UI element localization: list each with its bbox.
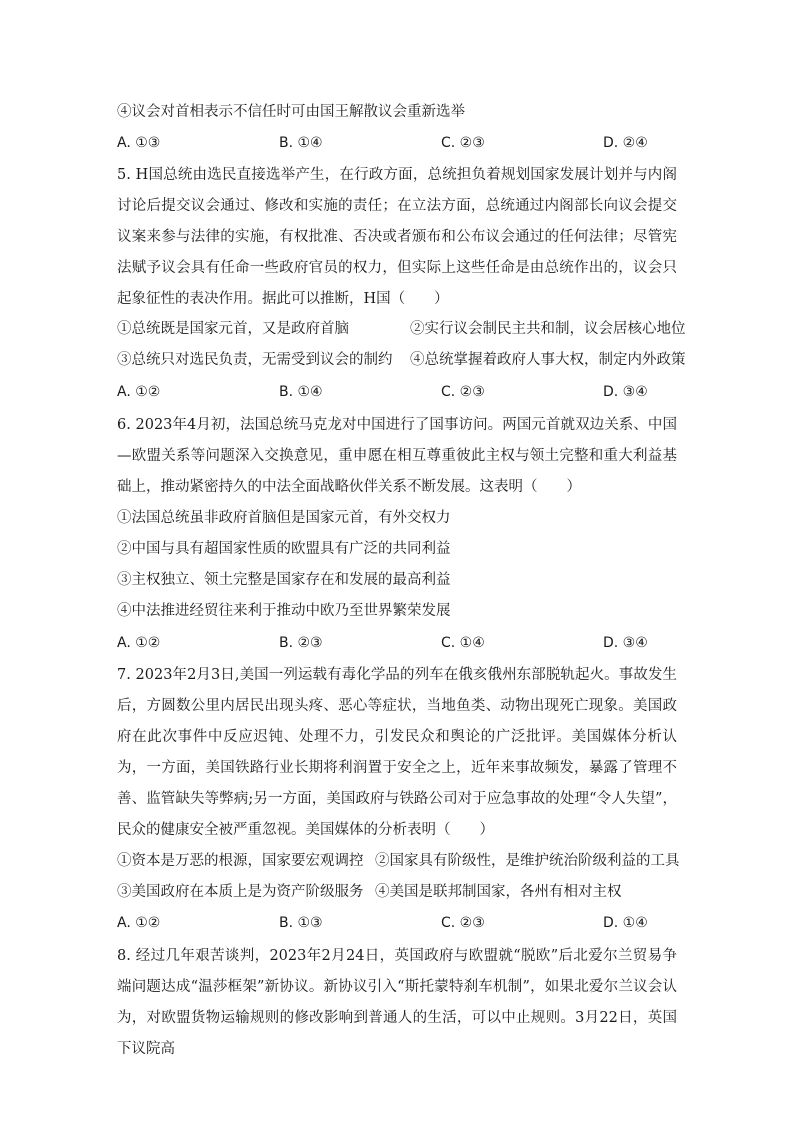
q6-answer-b: B. ②③ <box>279 635 323 651</box>
q7-option-1: ①资本是万恶的根源，国家要宏观调控 <box>117 853 364 869</box>
q5-answer-a: A. ①② <box>117 384 161 400</box>
q7-answer-b: B. ①③ <box>279 915 323 931</box>
q7-option-4: ④美国是联邦制国家，各州有相对主权 <box>375 884 622 900</box>
q5-option-4: ④总统掌握着政府人事大权，制定内外政策 <box>410 352 686 368</box>
q7-option-2: ②国家具有阶级性，是维护统治阶级利益的工具 <box>375 853 680 869</box>
q5-answer-b: B. ①④ <box>279 384 323 400</box>
q6-stem: 6. 2023年4月初，法国总统马克龙对中国进行了国事访问。两国元首就双边关系、中国—欧盟关系等问题深入交换意见，重申愿在相互尊重彼此主权与领土完整和重大利益基础上，推动紧密持久的中法全面战略伙伴关系不断发展。这表明（ ） <box>117 417 677 495</box>
q7-answer-d: D. ①④ <box>603 915 648 931</box>
q6-option-1: ①法国总统虽非政府首脑但是国家元首，有外交权力 <box>117 510 451 526</box>
q7-stem: 7. 2023年2月3日,美国一列运载有毒化学品的列车在俄亥俄州东部脱轨起火。事故发生后，方圆数公里内居民出现头疼、恶心等症状，当地鱼类、动物出现死亡现象。美国政府在此次事件中反应迟钝、处理不力，引发民众和舆论的广泛批评。美国媒体分析认为，一方面，美国铁路行业长期将利润置于安全之上，近年来事故频发，暴露了管理不善、监管缺失等弊病;另一方面，美国政府与铁路公司对于应急事故的处理“令人失望”，民众的健康安全被严重忽视。美国媒体的分析表明（ ） <box>117 667 677 838</box>
q4-answer-b: B. ①④ <box>279 135 323 151</box>
q5-stem: 5. H国总统由选民直接选举产生，在行政方面，总统担负着规划国家发展计划并与内阁讨论后提交议会通过、修改和实施的责任；在立法方面，总统通过内阁部长向议会提交议案来参与法律的实施，有权批准、否决或者颁布和公布议会通过的任何法律；尽管宪法赋予议会具有任命一些政府官员的权力，但实际上这些任命是由总统作出的，议会只起象征性的表决作用。据此可以推断，H国（ ） <box>117 167 677 307</box>
q7-option-3: ③美国政府在本质上是为资产阶级服务 <box>117 884 364 900</box>
q7-answer-c: C. ②③ <box>441 915 485 931</box>
q4-answer-d: D. ②④ <box>603 135 648 151</box>
q4-option-4: ④议会对首相表示不信任时可由国王解散议会重新选举 <box>117 104 465 120</box>
q6-option-2: ②中国与具有超国家性质的欧盟具有广泛的共同利益 <box>117 541 451 557</box>
q6-answer-d: D. ③④ <box>603 635 648 651</box>
q7-answer-a: A. ①② <box>117 915 161 931</box>
q6-option-3: ③主权独立、领土完整是国家存在和发展的最高利益 <box>117 572 451 588</box>
q8-stem: 8. 经过几年艰苦谈判，2023年2月24日，英国政府与欧盟就“脱欧”后北爱尔兰贸易争端问题达成“温莎框架”新协议。新协议引入“斯托蒙特刹车机制”，如果北爱尔兰议会认为，对欧盟货物运输规则的修改影响到普通人的生活，可以中止规则。3月22日，英国下议院高 <box>117 948 677 1057</box>
q5-option-1: ①总统既是国家元首，又是政府首脑 <box>117 321 349 337</box>
q5-answer-d: D. ③④ <box>603 384 648 400</box>
q6-option-4: ④中法推进经贸往来利于推动中欧乃至世界繁荣发展 <box>117 603 451 619</box>
q6-answer-c: C. ①④ <box>441 635 485 651</box>
q6-answer-a: A. ①② <box>117 635 161 651</box>
q5-option-3: ③总统只对选民负责，无需受到议会的制约 <box>117 352 393 368</box>
q5-option-2: ②实行议会制民主共和制，议会居核心地位 <box>410 321 686 337</box>
q4-answer-a: A. ①③ <box>117 135 161 151</box>
q5-answer-c: C. ②③ <box>441 384 485 400</box>
q4-answer-c: C. ②③ <box>441 135 485 151</box>
